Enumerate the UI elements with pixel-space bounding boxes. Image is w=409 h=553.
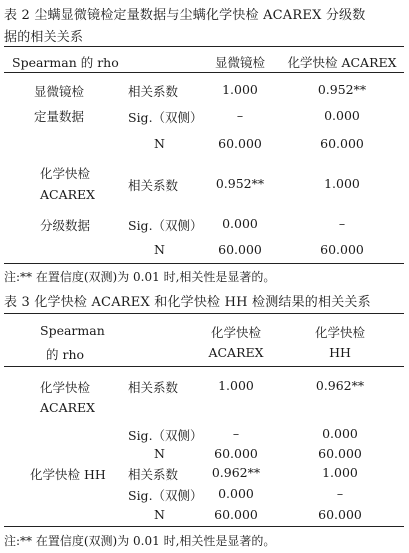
table3-row5-stat: Sig.（双侧） [128,488,203,503]
table3-header-acarex-line1: 化学快检 [210,325,261,340]
table2-group2-label-line3: 分级数据 [40,218,91,233]
table2-row2-v2: 0.000 [324,108,360,123]
table3-row2-v1: – [232,426,240,441]
table3-row3-v2: 60.000 [318,446,362,461]
table2-row2-stat: Sig.（双侧） [128,110,203,125]
table2-header-acarex: 化学快检 ACAREX [287,55,397,70]
table3-row6-v2: 60.000 [318,507,362,522]
table3-caption: 表 3 化学快检 ACAREX 和化学快检 HH 检测结果的相关关系 [4,295,371,310]
table2-row2-v1: – [236,108,244,123]
table2-row3-v1: 60.000 [218,136,262,151]
table2-row5-stat: Sig.（双侧） [128,218,203,233]
table2-row5-v2: – [338,216,346,231]
table3-row2-stat: Sig.（双侧） [128,428,203,443]
table2-group2-label-line1: 化学快检 [40,166,91,181]
table3-row3-v1: 60.000 [214,446,258,461]
table3-note: 注:** 在置信度(双测)为 0.01 时,相关性是显著的。 [4,534,276,548]
table2-caption-line1: 表 2 尘螨显微镜检定量数据与尘螨化学快检 ACAREX 分级数 [4,8,366,23]
table2-row3-v2: 60.000 [320,136,364,151]
table3-group1-label-line1: 化学快检 [40,380,91,395]
table2-group1-label-line2: 定量数据 [34,109,85,124]
table2-group2-label-line2: ACAREX [40,187,96,202]
table3-top-rule [4,313,404,314]
table2-row4-v2: 1.000 [324,176,360,191]
table2-row4-stat: 相关系数 [128,178,179,193]
table3-row6-v1: 60.000 [214,507,258,522]
table2-row3-stat: N [154,136,165,151]
table2-header-microscope: 显微镜检 [214,55,265,70]
table3-bottom-rule [4,526,404,527]
table2-row5-v1: 0.000 [222,216,258,231]
table2-top-rule [4,46,404,47]
table3-row4-v1: 0.962** [211,465,261,480]
table2-row6-stat: N [154,242,165,257]
table3-row6-stat: N [154,507,165,522]
table2-bottom-rule [4,263,404,264]
table3-row5-v1: 0.000 [218,486,254,501]
table3-header-hh-line1: 化学快检 [314,325,365,340]
table2-row6-v1: 60.000 [218,242,262,257]
table2-note: 注:** 在置信度(双测)为 0.01 时,相关性是显著的。 [4,270,276,284]
table3-row5-v2: – [336,486,344,501]
table3-header-rho-line2: 的 rho [46,347,85,362]
table3-group2-label: 化学快检 HH [30,467,106,482]
table3-row1-stat: 相关系数 [128,380,179,395]
table3-header-rho-line1: Spearman [40,323,105,338]
table3-header-acarex-line2: ACAREX [208,345,264,360]
table3-row4-v2: 1.000 [322,465,358,480]
table3-header-rule [4,366,404,367]
table2-header-rule [4,72,404,73]
table3-row1-v1: 1.000 [218,378,254,393]
table2-group1-label-line1: 显微镜检 [34,84,85,99]
table2-row1-v1: 1.000 [222,82,258,97]
table2-row1-v2: 0.952** [317,82,367,97]
table3-row2-v2: 0.000 [322,426,358,441]
table3-header-hh-line2: HH [329,345,351,360]
table2-row6-v2: 60.000 [320,242,364,257]
table2-row1-stat: 相关系数 [128,84,179,99]
table2-caption-line2: 据的相关关系 [4,30,84,45]
table3-row1-v2: 0.962** [315,378,365,393]
table3-group1-label-line2: ACAREX [40,400,96,415]
table3-row4-stat: 相关系数 [128,467,179,482]
table2-row4-v1: 0.952** [215,176,265,191]
table3-row3-stat: N [154,446,165,461]
table2-header-rho: Spearman 的 rho [12,55,119,70]
